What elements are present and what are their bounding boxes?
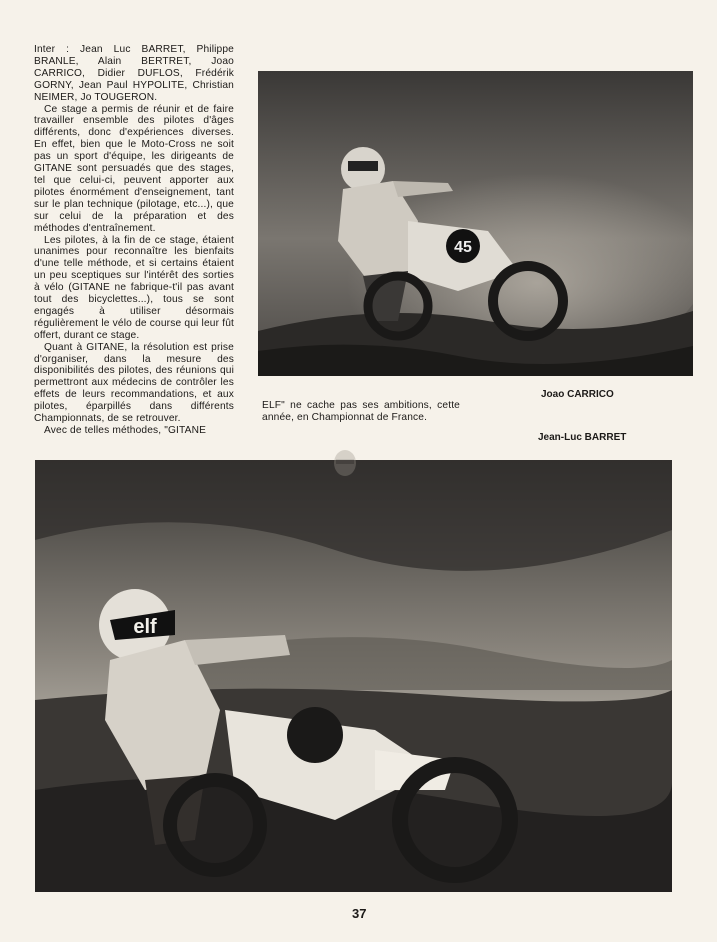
- photo-jean-luc-barret: [35, 460, 672, 892]
- paragraph-3: Les pilotes, à la fin de ce stage, étaient unanimes pour reconnaître les bienfaits d'une telle méthode, et si certains étaient un peu sceptiques sur l'intérêt des sorties à vélo (GITANE ne fabrique-t'il pas avant tout des bicyclettes...), tous se sont engagés à utiliser désormais régulièrement le vélo de course qui leur fût offert, durant ce stage.: [34, 234, 234, 341]
- motocross-photo-top: [258, 71, 693, 376]
- paragraph-4: Quant à GITANE, la résolution est prise d'organiser, dans la mesure des disponibilités des pilotes, des réunions qui permettront aux médecins de contrôler les effets de leurs recommandations, et aux pilotes, éparpillés dans différents Championnats, de se retrouver.: [34, 341, 234, 425]
- caption-top-photo: Joao CARRICO: [541, 389, 614, 400]
- helmet-sponsor-text: elf: [133, 616, 157, 638]
- article-column-1: [34, 44, 234, 437]
- photo-joao-carrico: [258, 71, 693, 376]
- number-plate-text: 45: [454, 239, 472, 256]
- paragraph-5: Avec de telles méthodes, "GITANE: [44, 425, 207, 436]
- watermark-logo: [330, 447, 360, 487]
- article-column-2: ELF" ne cache pas ses ambitions, cette année, en Championnat de France.: [262, 400, 460, 423]
- caption-bottom-photo: Jean-Luc BARRET: [538, 432, 627, 443]
- paragraph-2: Ce stage a permis de réunir et de faire travailler ensemble des pilotes d'âges différents, donc d'expériences diverses. En effet, bien que le Moto-Cross ne soit pas un sport d'équipe, les dirigeants de GITANE sont persuadés que des stages, tel que celui-ci, peuvent apporter aux pilotes énormément d'enseignement, tant sur le plan technique (pilotage, etc...), que sur celui de la préparation et des méthodes d'entraînement.: [34, 103, 234, 234]
- page-number: 37: [352, 906, 367, 921]
- paragraph-1: Inter : Jean Luc BARRET, Philippe BRANLE, Alain BERTRET, Joao CARRICO, Didier DUFLOS, Frédérik GORNY, Jean Paul HYPOLITE, Christian NEIMER, Jo TOUGERON.: [34, 44, 234, 103]
- motocross-photo-bottom: [35, 460, 672, 892]
